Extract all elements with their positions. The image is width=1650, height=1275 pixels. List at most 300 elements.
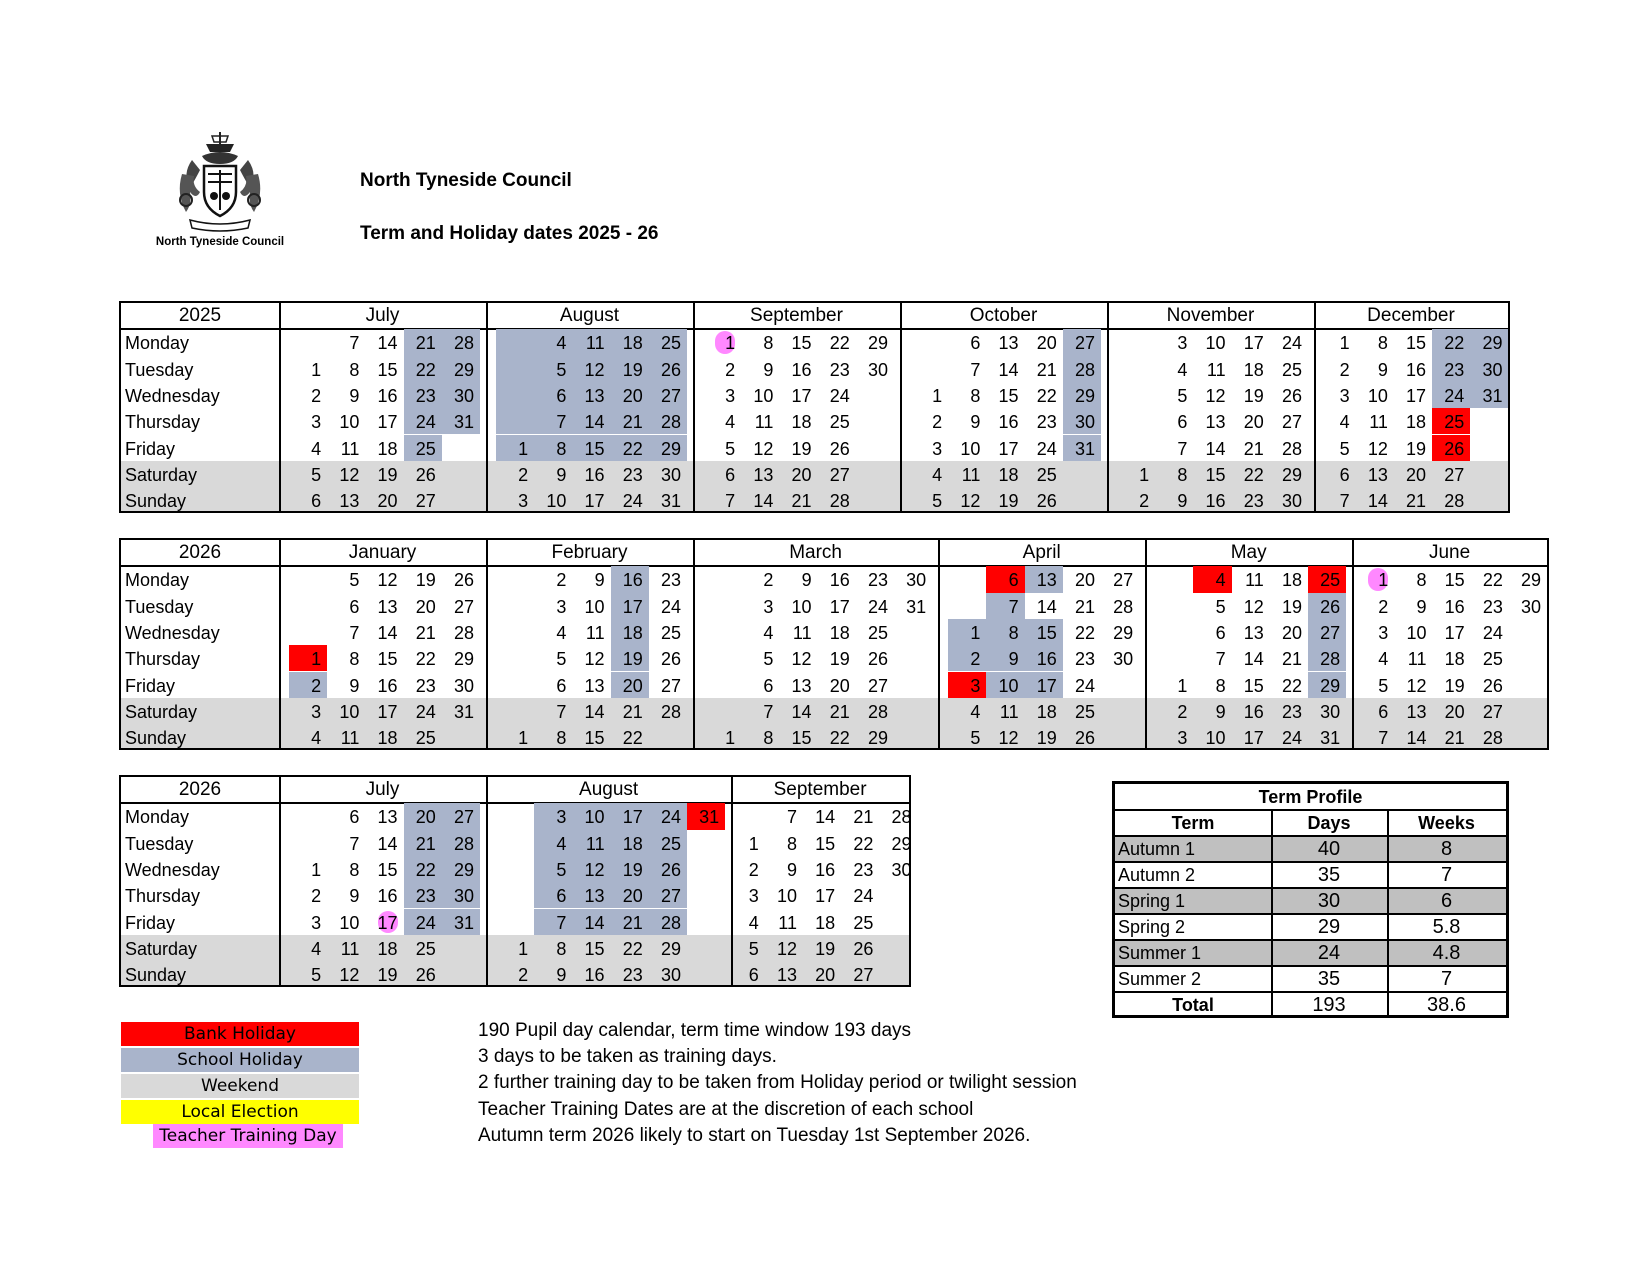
date-cell: 20 — [377, 491, 398, 512]
date-cell: 31 — [906, 596, 927, 617]
date-cell: 29 — [1320, 675, 1341, 696]
date-cell: 15 — [377, 859, 398, 880]
date-cell: 27 — [1320, 622, 1341, 643]
date-cell: 30 — [1113, 649, 1134, 670]
date-cell: 2 — [1177, 701, 1188, 722]
date-cell: 19 — [377, 965, 398, 986]
date-cell: 3 — [1339, 385, 1350, 406]
date-cell: 13 — [1406, 701, 1427, 722]
month-divider — [486, 540, 488, 748]
date-cell: 13 — [1367, 464, 1388, 485]
day-column-divider — [279, 540, 281, 748]
date-cell: 28 — [453, 622, 474, 643]
date-cell: 18 — [622, 833, 643, 854]
date-cell: 7 — [1339, 491, 1350, 512]
date-cell: 3 — [311, 701, 322, 722]
date-cell: 11 — [585, 333, 605, 354]
month-header: April — [1022, 542, 1061, 563]
date-cell: 8 — [556, 728, 567, 749]
date-cell: 21 — [1036, 359, 1057, 380]
legend-school-holiday: School Holiday — [121, 1048, 359, 1072]
day-name: Wednesday — [125, 622, 220, 643]
date-cell: 15 — [377, 649, 398, 670]
date-cell: 14 — [584, 412, 605, 433]
date-cell: 4 — [1378, 649, 1389, 670]
date-cell: 22 — [415, 859, 436, 880]
day-name: Saturday — [125, 938, 198, 959]
month-header: July — [365, 779, 400, 800]
date-cell: 21 — [853, 807, 874, 828]
date-cell: 26 — [660, 359, 681, 380]
date-cell: 10 — [339, 701, 360, 722]
date-cell: 18 — [1036, 701, 1057, 722]
date-cell: 11 — [792, 622, 812, 643]
date-cell: 30 — [453, 675, 474, 696]
school-holiday-cell — [496, 408, 534, 434]
school-holiday-cell — [496, 329, 534, 355]
date-cell: 5 — [932, 491, 943, 512]
date-cell: 31 — [660, 491, 681, 512]
date-cell: 29 — [1074, 385, 1095, 406]
date-cell: 10 — [791, 596, 812, 617]
date-cell: 17 — [377, 912, 398, 933]
month-divider — [1352, 540, 1354, 748]
date-cell: 31 — [453, 701, 474, 722]
date-cell: 15 — [584, 938, 605, 959]
date-cell: 16 — [998, 412, 1019, 433]
date-cell: 7 — [349, 333, 360, 354]
date-cell: 2 — [932, 412, 943, 433]
date-cell: 25 — [415, 438, 436, 459]
date-cell: 25 — [1320, 570, 1341, 591]
date-cell: 1 — [518, 438, 529, 459]
date-cell: 19 — [415, 570, 436, 591]
date-cell: 2 — [725, 359, 736, 380]
date-cell: 28 — [660, 912, 681, 933]
date-cell: 6 — [1215, 622, 1226, 643]
day-name: Tuesday — [125, 833, 194, 854]
date-cell: 29 — [453, 649, 474, 670]
date-cell: 3 — [763, 596, 774, 617]
month-divider — [1107, 303, 1109, 511]
day-name: Friday — [125, 675, 176, 696]
logo-caption: North Tyneside Council — [155, 236, 285, 248]
date-cell: 16 — [1036, 649, 1057, 670]
date-cell: 3 — [970, 675, 981, 696]
date-cell: 26 — [415, 965, 436, 986]
date-cell: 29 — [1113, 622, 1134, 643]
profile-col-divider — [1387, 810, 1389, 1015]
date-cell: 21 — [622, 412, 643, 433]
date-cell: 23 — [622, 965, 643, 986]
date-cell: 20 — [415, 807, 436, 828]
date-cell: 17 — [1036, 675, 1057, 696]
date-cell: 11 — [340, 938, 360, 959]
date-cell: 6 — [349, 807, 360, 828]
date-cell: 26 — [1320, 596, 1341, 617]
date-cell: 16 — [1444, 596, 1465, 617]
date-cell: 7 — [556, 912, 567, 933]
date-cell: 8 — [786, 833, 797, 854]
date-cell: 1 — [311, 359, 322, 380]
date-cell: 18 — [377, 438, 398, 459]
date-cell: 10 — [1406, 622, 1427, 643]
month-header: May — [1230, 542, 1267, 563]
date-cell: 14 — [815, 807, 836, 828]
date-cell: 12 — [753, 438, 774, 459]
calendar-year: 2026 — [178, 779, 222, 800]
date-cell: 13 — [998, 333, 1019, 354]
date-cell: 28 — [867, 701, 888, 722]
date-cell: 10 — [584, 596, 605, 617]
date-cell: 1 — [1177, 675, 1188, 696]
date-cell: 14 — [377, 333, 398, 354]
date-cell: 14 — [1205, 438, 1226, 459]
date-cell: 21 — [791, 491, 812, 512]
date-cell: 8 — [349, 649, 360, 670]
day-name: Monday — [125, 807, 190, 828]
date-cell: 23 — [1444, 359, 1465, 380]
date-cell: 18 — [998, 464, 1019, 485]
date-cell: 6 — [556, 886, 567, 907]
date-cell: 25 — [1074, 701, 1095, 722]
date-cell: 13 — [1205, 412, 1226, 433]
date-cell: 12 — [1243, 596, 1264, 617]
date-cell: 27 — [1074, 333, 1095, 354]
date-cell: 12 — [339, 965, 360, 986]
profile-total-label: Total — [1172, 995, 1214, 1015]
date-cell: 10 — [546, 491, 567, 512]
profile-header: Term — [1171, 813, 1215, 833]
date-cell: 14 — [377, 833, 398, 854]
date-cell: 16 — [1205, 491, 1226, 512]
note-training-discretion: Teacher Training Dates are at the discretion of each school — [478, 1099, 974, 1120]
date-cell: 13 — [584, 886, 605, 907]
date-cell: 3 — [1177, 333, 1188, 354]
date-cell: 1 — [970, 622, 981, 643]
date-cell: 4 — [970, 701, 981, 722]
day-name: Friday — [125, 912, 176, 933]
date-cell: 31 — [1482, 385, 1503, 406]
date-cell: 9 — [556, 965, 567, 986]
date-cell: 9 — [763, 359, 774, 380]
date-cell: 20 — [622, 675, 643, 696]
note-training-days: 3 days to be taken as training days. — [478, 1046, 777, 1067]
date-cell: 12 — [960, 491, 981, 512]
date-cell: 2 — [311, 675, 322, 696]
date-cell: 4 — [725, 412, 736, 433]
date-cell: 24 — [1281, 728, 1302, 749]
date-cell: 3 — [311, 412, 322, 433]
date-cell: 15 — [1444, 570, 1465, 591]
date-cell: 2 — [518, 965, 529, 986]
date-cell: 30 — [1482, 359, 1503, 380]
month-header: August — [559, 305, 620, 326]
month-header: July — [365, 305, 400, 326]
date-cell: 12 — [1406, 675, 1427, 696]
month-header: November — [1166, 305, 1255, 326]
date-cell: 7 — [763, 701, 774, 722]
date-cell: 19 — [622, 859, 643, 880]
date-cell: 29 — [453, 859, 474, 880]
date-cell: 6 — [970, 333, 981, 354]
date-cell: 21 — [622, 701, 643, 722]
date-cell: 14 — [1243, 649, 1264, 670]
day-name: Saturday — [125, 701, 198, 722]
date-cell: 15 — [1036, 622, 1057, 643]
date-cell: 21 — [1074, 596, 1095, 617]
day-name: Thursday — [125, 649, 201, 670]
date-cell: 15 — [584, 728, 605, 749]
profile-weeks: 7 — [1440, 968, 1453, 990]
date-cell: 20 — [1074, 570, 1095, 591]
date-cell: 1 — [932, 385, 943, 406]
date-cell: 26 — [829, 438, 850, 459]
date-cell: 16 — [622, 570, 643, 591]
date-cell: 29 — [453, 359, 474, 380]
date-cell: 27 — [660, 675, 681, 696]
date-cell: 20 — [1036, 333, 1057, 354]
date-cell: 31 — [699, 807, 720, 828]
date-cell: 26 — [660, 859, 681, 880]
date-cell: 10 — [339, 412, 360, 433]
date-cell: 20 — [1243, 412, 1264, 433]
date-cell: 25 — [660, 622, 681, 643]
profile-days: 29 — [1317, 916, 1341, 938]
date-cell: 24 — [622, 491, 643, 512]
date-cell: 21 — [622, 912, 643, 933]
profile-weeks: 7 — [1440, 864, 1453, 886]
date-cell: 19 — [1281, 596, 1302, 617]
date-cell: 27 — [867, 675, 888, 696]
date-cell: 5 — [556, 859, 567, 880]
date-cell: 10 — [1367, 385, 1388, 406]
date-cell: 28 — [1281, 438, 1302, 459]
date-cell: 1 — [518, 728, 529, 749]
date-cell: 11 — [999, 701, 1019, 722]
date-cell: 5 — [1177, 385, 1188, 406]
date-cell: 12 — [776, 938, 797, 959]
date-cell: 13 — [584, 385, 605, 406]
calendar-table — [119, 775, 911, 987]
date-cell: 25 — [660, 333, 681, 354]
date-cell: 27 — [853, 965, 874, 986]
profile-header: Weeks — [1418, 813, 1475, 833]
profile-total-weeks: 38.6 — [1427, 994, 1466, 1016]
date-cell: 6 — [725, 464, 736, 485]
date-cell: 24 — [867, 596, 888, 617]
date-cell: 28 — [453, 833, 474, 854]
day-name: Wednesday — [125, 859, 220, 880]
date-cell: 13 — [1243, 622, 1264, 643]
date-cell: 31 — [453, 912, 474, 933]
date-cell: 6 — [1339, 464, 1350, 485]
date-cell: 11 — [754, 412, 774, 433]
date-cell: 18 — [622, 622, 643, 643]
date-cell: 11 — [1407, 649, 1427, 670]
date-cell: 15 — [1243, 675, 1264, 696]
date-cell: 16 — [815, 859, 836, 880]
date-cell: 22 — [415, 359, 436, 380]
date-cell: 24 — [415, 912, 436, 933]
date-cell: 24 — [1444, 385, 1465, 406]
date-cell: 24 — [829, 385, 850, 406]
calendar-year: 2026 — [178, 542, 222, 563]
month-header: September — [750, 305, 843, 326]
date-cell: 26 — [1444, 438, 1465, 459]
date-cell: 8 — [970, 385, 981, 406]
date-cell: 24 — [1281, 333, 1302, 354]
school-holiday-cell — [496, 356, 534, 382]
date-cell: 24 — [1074, 675, 1095, 696]
date-cell: 4 — [311, 438, 322, 459]
date-cell: 6 — [1008, 570, 1019, 591]
date-cell: 16 — [829, 570, 850, 591]
date-cell: 9 — [1177, 491, 1188, 512]
profile-term-name: Summer 2 — [1118, 969, 1202, 989]
date-cell: 25 — [853, 912, 874, 933]
date-cell: 23 — [1281, 701, 1302, 722]
date-cell: 22 — [415, 649, 436, 670]
date-cell: 22 — [853, 833, 874, 854]
date-cell: 14 — [377, 622, 398, 643]
date-cell: 29 — [891, 833, 912, 854]
day-name: Tuesday — [125, 596, 194, 617]
date-cell: 3 — [556, 596, 567, 617]
date-cell: 7 — [786, 807, 797, 828]
date-cell: 19 — [815, 938, 836, 959]
date-cell: 23 — [415, 385, 436, 406]
date-cell: 17 — [815, 886, 836, 907]
date-cell: 30 — [891, 859, 912, 880]
date-cell: 30 — [1320, 701, 1341, 722]
month-header: February — [551, 542, 628, 563]
note-pupil-days: 190 Pupil day calendar, term time window 193 days — [478, 1020, 912, 1041]
date-cell: 2 — [556, 570, 567, 591]
date-cell: 6 — [556, 385, 567, 406]
date-cell: 2 — [1378, 596, 1389, 617]
date-cell: 7 — [556, 701, 567, 722]
date-cell: 18 — [622, 333, 643, 354]
day-name: Friday — [125, 438, 176, 459]
date-cell: 12 — [377, 570, 398, 591]
date-cell: 27 — [1482, 701, 1503, 722]
date-cell: 22 — [622, 938, 643, 959]
date-cell: 25 — [867, 622, 888, 643]
profile-total-days: 193 — [1312, 994, 1346, 1016]
date-cell: 14 — [584, 912, 605, 933]
date-cell: 22 — [1243, 464, 1264, 485]
profile-term-name: Spring 1 — [1118, 891, 1186, 911]
day-name: Monday — [125, 333, 190, 354]
date-cell: 31 — [453, 412, 474, 433]
date-cell: 8 — [1377, 333, 1388, 354]
profile-weeks: 6 — [1440, 890, 1453, 912]
month-divider — [1314, 303, 1316, 511]
date-cell: 10 — [776, 886, 797, 907]
date-cell: 24 — [1482, 622, 1503, 643]
date-cell: 21 — [415, 833, 436, 854]
date-cell: 26 — [853, 938, 874, 959]
date-cell: 4 — [1339, 412, 1350, 433]
date-cell: 9 — [1215, 701, 1226, 722]
date-cell: 9 — [786, 859, 797, 880]
date-cell: 11 — [340, 728, 360, 749]
date-cell: 18 — [1243, 359, 1264, 380]
date-cell: 16 — [377, 675, 398, 696]
date-cell: 11 — [778, 912, 797, 933]
date-cell: 16 — [1243, 701, 1264, 722]
date-cell: 19 — [622, 359, 643, 380]
date-cell: 14 — [998, 359, 1019, 380]
date-cell: 23 — [829, 359, 850, 380]
date-cell: 31 — [1074, 438, 1095, 459]
date-cell: 15 — [791, 333, 812, 354]
date-cell: 11 — [1245, 570, 1264, 591]
day-name: Sunday — [125, 965, 187, 986]
profile-days: 35 — [1317, 968, 1341, 990]
date-cell: 28 — [1113, 596, 1134, 617]
date-cell: 25 — [829, 412, 850, 433]
date-cell: 16 — [377, 385, 398, 406]
date-cell: 28 — [829, 491, 850, 512]
date-cell: 15 — [815, 833, 836, 854]
date-cell: 25 — [1444, 412, 1465, 433]
date-cell: 8 — [1177, 464, 1188, 485]
date-cell: 12 — [584, 359, 605, 380]
note-autumn-start: Autumn term 2026 likely to start on Tuesday 1st September 2026. — [478, 1125, 1031, 1146]
date-cell: 24 — [415, 701, 436, 722]
profile-term-name: Spring 2 — [1118, 917, 1186, 937]
date-cell: 26 — [453, 570, 474, 591]
day-column-divider — [279, 303, 281, 511]
date-cell: 30 — [660, 965, 681, 986]
date-cell: 27 — [829, 464, 850, 485]
date-cell: 19 — [829, 649, 850, 670]
date-cell: 31 — [1320, 728, 1341, 749]
date-cell: 3 — [1378, 622, 1389, 643]
date-cell: 13 — [584, 675, 605, 696]
date-cell: 22 — [1074, 622, 1095, 643]
month-header: January — [348, 542, 417, 563]
date-cell: 4 — [556, 833, 567, 854]
date-cell: 24 — [660, 807, 681, 828]
date-cell: 10 — [339, 912, 360, 933]
date-cell: 22 — [1482, 570, 1503, 591]
date-cell: 17 — [1243, 333, 1264, 354]
date-cell: 25 — [415, 938, 436, 959]
calendar-year: 2025 — [178, 305, 222, 326]
date-cell: 27 — [660, 385, 681, 406]
date-cell: 27 — [1281, 412, 1302, 433]
month-divider — [938, 540, 940, 748]
date-cell: 12 — [339, 464, 360, 485]
date-cell: 20 — [1444, 701, 1465, 722]
date-cell: 2 — [311, 886, 322, 907]
date-cell: 6 — [556, 675, 567, 696]
date-cell: 28 — [453, 333, 474, 354]
day-name: Thursday — [125, 886, 201, 907]
profile-term-name: Autumn 2 — [1118, 865, 1196, 885]
date-cell: 18 — [1281, 570, 1302, 591]
day-name: Saturday — [125, 464, 198, 485]
date-cell: 3 — [556, 807, 567, 828]
date-cell: 20 — [1281, 622, 1302, 643]
date-cell: 26 — [1482, 675, 1503, 696]
date-cell: 9 — [349, 675, 360, 696]
date-cell: 18 — [815, 912, 836, 933]
date-cell: 11 — [585, 622, 605, 643]
